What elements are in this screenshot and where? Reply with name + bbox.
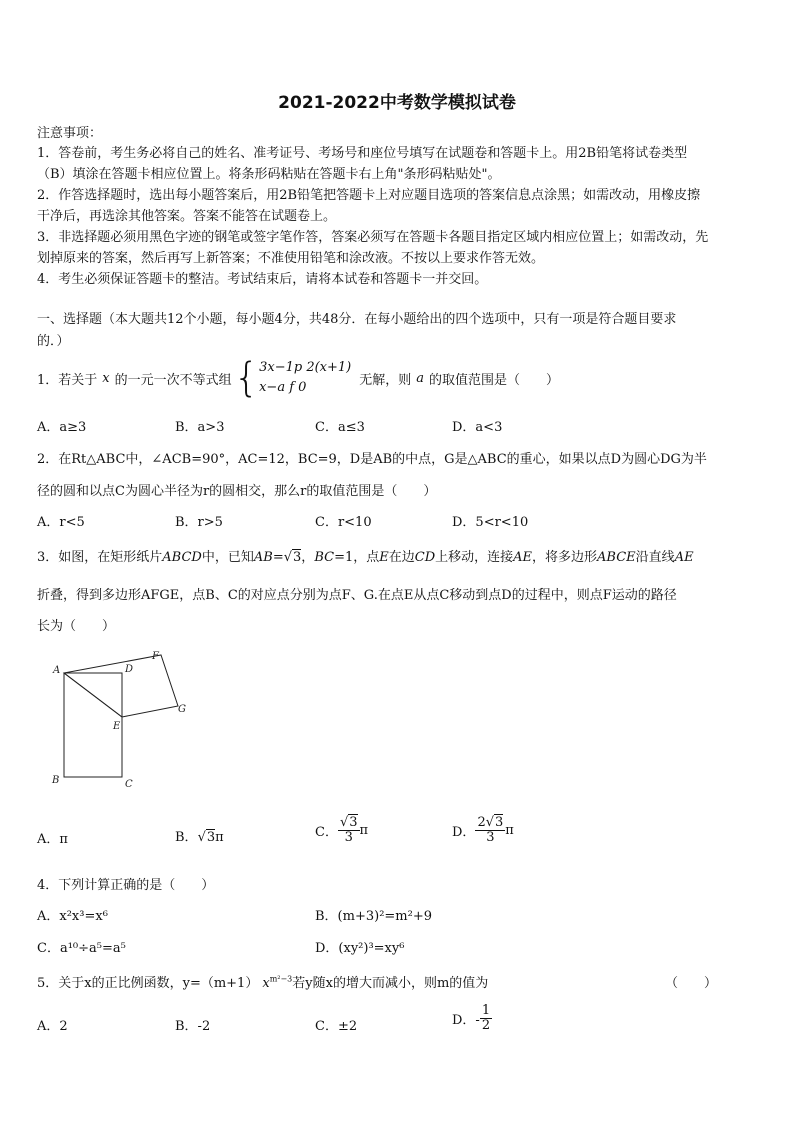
notice-line: 3．非选择题必须用黑色字迹的钢笔或签字笔作答，答案必须写在答题卡各题目指定区域内相应位置上；如需改动，先 bbox=[37, 230, 709, 245]
option-d: D．(xy²)³=xy⁶ bbox=[315, 941, 405, 956]
notice-line: 划掉原来的答案，然后再写上新答案；不准使用铅笔和涂改液。不按以上要求作答无效。 bbox=[37, 251, 545, 266]
notice-heading: 注意事项： bbox=[37, 126, 103, 141]
question-1-stem: 1．若关于 x 的一元一次不等式组 { 3x−1p 2(x+1) x−a f 0 无解，则 a 的取值范围是（ ） bbox=[37, 355, 560, 401]
option-d: D．a<3 bbox=[452, 420, 503, 435]
section-heading-cont: 的．） bbox=[37, 334, 70, 349]
notice-line: 4．考生必须保证答题卡的整洁。考试结束后，请将本试卷和答题卡一并交回。 bbox=[37, 272, 488, 287]
notice-line: 干净后，再选涂其他答案。答案不能答在试题卷上。 bbox=[37, 209, 337, 224]
label-f: F bbox=[152, 651, 159, 662]
label-c: C bbox=[125, 779, 133, 790]
inequality-system: 3x−1p 2(x+1) x−a f 0 bbox=[259, 360, 352, 395]
option-b: B．a>3 bbox=[175, 420, 225, 435]
option-a: A．x²x³=x⁶ bbox=[37, 909, 108, 924]
label-b: B bbox=[52, 775, 60, 786]
option-a: A．2 bbox=[37, 1019, 68, 1034]
option-a: A．a≥3 bbox=[37, 420, 87, 435]
rectangle-fold-figure bbox=[45, 645, 205, 795]
question-5-stem: 5．关于x的正比例函数，y=（m+1） $x^{m^2-3}$若y随x的增大而减小，则m的值为 bbox=[37, 974, 489, 991]
section-heading: 一、选择题（本大题共12个小题，每小题4分，共48分．在每小题给出的四个选项中，只有一项是符合题目要求 bbox=[37, 312, 677, 327]
answer-paren: （ ） bbox=[665, 976, 718, 991]
question-3-stem-end: 长为（ ） bbox=[37, 619, 116, 634]
notice-line: 2．作答选择题时，选出每小题答案后，用2B铅笔把答题卡上对应题目选项的答案信息点涂黑；如需改动，用橡皮擦 bbox=[37, 188, 701, 203]
option-c: C．a¹⁰÷a⁵=a⁵ bbox=[37, 941, 126, 956]
option-d: D．- $\frac{1}{2}$ bbox=[452, 1003, 491, 1033]
option-a: A．r<5 bbox=[37, 515, 85, 530]
option-d: D． $\frac{2√3}{3}$ π bbox=[452, 815, 514, 845]
option-d: D．5<r<10 bbox=[452, 515, 529, 530]
option-b: B．r>5 bbox=[175, 515, 223, 530]
option-c: C．±2 bbox=[315, 1019, 358, 1034]
option-b: B．-2 bbox=[175, 1019, 211, 1034]
question-3-stem-cont: 折叠，得到多边形AFGE，点B、C的对应点分别为点F、G.在点E从点C移动到点D的过程中，则点F运动的路径 bbox=[37, 588, 677, 603]
exam-title: 2021-2022中考数学模拟试卷 bbox=[278, 93, 516, 113]
question-3-stem: 3．如图，在矩形纸片ABCD中，已知AB=√3，BC=1，点E在边CD上移动，连接AE，将多边形ABCE沿直线AE bbox=[37, 550, 694, 565]
option-b: B．(m+3)²=m²+9 bbox=[315, 909, 432, 924]
question-2-stem: 2．在Rt△ABC中，∠ACB=90°，AC=12，BC=9，D是AB的中点，G是△ABC的重心，如果以点D为圆心DG为半 bbox=[37, 452, 707, 467]
label-a: A bbox=[53, 665, 61, 676]
option-a: A．π bbox=[37, 832, 68, 847]
label-g: G bbox=[178, 704, 186, 715]
option-c: C．r<10 bbox=[315, 515, 372, 530]
option-c: C． $\frac{√3}{3}$ π bbox=[315, 815, 369, 845]
question-4-stem: 4．下列计算正确的是（ ） bbox=[37, 878, 215, 893]
option-b: B．√3π bbox=[175, 830, 224, 845]
label-e: E bbox=[113, 721, 121, 732]
notice-line: 1．答卷前，考生务必将自己的姓名、准考证号、考场号和座位号填写在试题卷和答题卡上。用2B铅笔将试卷类型 bbox=[37, 146, 688, 161]
label-d: D bbox=[125, 664, 134, 675]
question-2-stem-cont: 径的圆和以点C为圆心半径为r的圆相交，那么r的取值范围是（ ） bbox=[37, 484, 437, 499]
polygon-afge bbox=[64, 655, 178, 717]
notice-line: （B）填涂在答题卡相应位置上。将条形码粘贴在答题卡右上角"条形码粘贴处"。 bbox=[37, 167, 501, 182]
option-c: C．a≤3 bbox=[315, 420, 365, 435]
